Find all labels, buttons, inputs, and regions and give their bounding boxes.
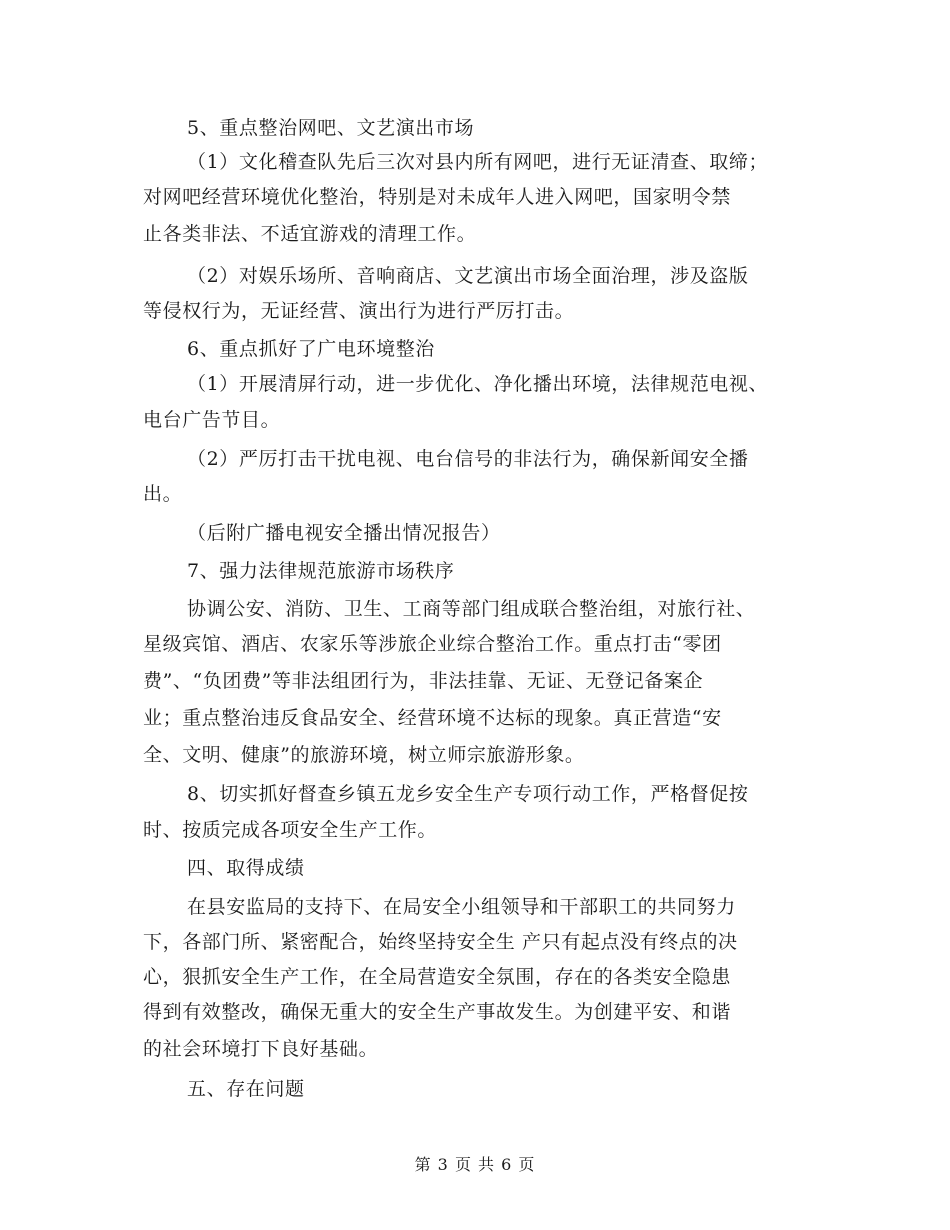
section-heading-problems: 五、存在问题 (187, 1078, 305, 1100)
paragraph-line: 费”、“负团费”等非法组团行为，非法挂靠、无证、无登记备案企 (143, 670, 704, 692)
section-heading-achievements: 四、取得成绩 (187, 857, 305, 879)
page-footer: 第 3 页 共 6 页 (414, 1155, 536, 1174)
paragraph-line: 时、按质完成各项安全生产工作。 (143, 819, 438, 841)
paragraph-line: 止各类非法、不适宜游戏的清理工作。 (143, 223, 477, 245)
paragraph-line: 等侵权行为，无证经营、演出行为进行严厉打击。 (143, 300, 575, 322)
paragraph-line: 下，各部门所、紧密配合，始终坚持安全生 产只有起点没有终点的决 (143, 931, 738, 953)
paragraph-line: 心，狠抓安全生产工作，在全局营造安全氛围，存在的各类安全隐患 (143, 966, 732, 988)
paragraph-line: （2）严厉打击干扰电视、电台信号的非法行为，确保新闻安全播 (187, 448, 749, 470)
paragraph-line: 协调公安、消防、卫生、工商等部门组成联合整治组，对旅行社、 (187, 598, 756, 620)
paragraph-line: 出。 (143, 483, 183, 505)
paragraph-line: 全、文明、健康”的旅游环境，树立师宗旅游形象。 (143, 744, 585, 766)
paragraph-line: （2）对娱乐场所、音响商店、文艺演出市场全面治理，涉及盗版 (187, 265, 749, 287)
paragraph-line: 业；重点整治违反食品安全、经营环境不达标的现象。真正营造“安 (143, 707, 722, 729)
section-heading-6: 6、重点抓好了广电环境整治 (187, 338, 435, 360)
paragraph-line: （1）开展清屏行动，进一步优化、净化播出环境，法律规范电视、 (187, 373, 769, 395)
paragraph-line: 得到有效整改，确保无重大的安全生产事故发生。为创建平安、和谐 (143, 1001, 732, 1023)
paragraph-line: 的社会环境打下良好基础。 (143, 1038, 379, 1060)
paragraph-line: （1）文化稽查队先后三次对县内所有网吧，进行无证清查、取缔； (187, 151, 769, 173)
section-heading-5: 5、重点整治网吧、文艺演出市场 (187, 117, 475, 139)
section-heading-7: 7、强力法律规范旅游市场秩序 (187, 560, 455, 582)
paragraph-line: 在县安监局的支持下、在局安全小组领导和干部职工的共同努力 (187, 896, 736, 918)
appendix-note: （后附广播电视安全播出情况报告） (187, 522, 501, 544)
paragraph-line: 对网吧经营环境优化整治，特别是对未成年人进入网吧，国家明令禁 (143, 186, 732, 208)
paragraph-line: 电台广告节目。 (143, 409, 281, 431)
paragraph-line: 星级宾馆、酒店、农家乐等涉旅企业综合整治工作。重点打击“零团 (143, 633, 722, 655)
section-heading-8: 8、切实抓好督查乡镇五龙乡安全生产专项行动工作，严格督促按 (187, 783, 749, 805)
